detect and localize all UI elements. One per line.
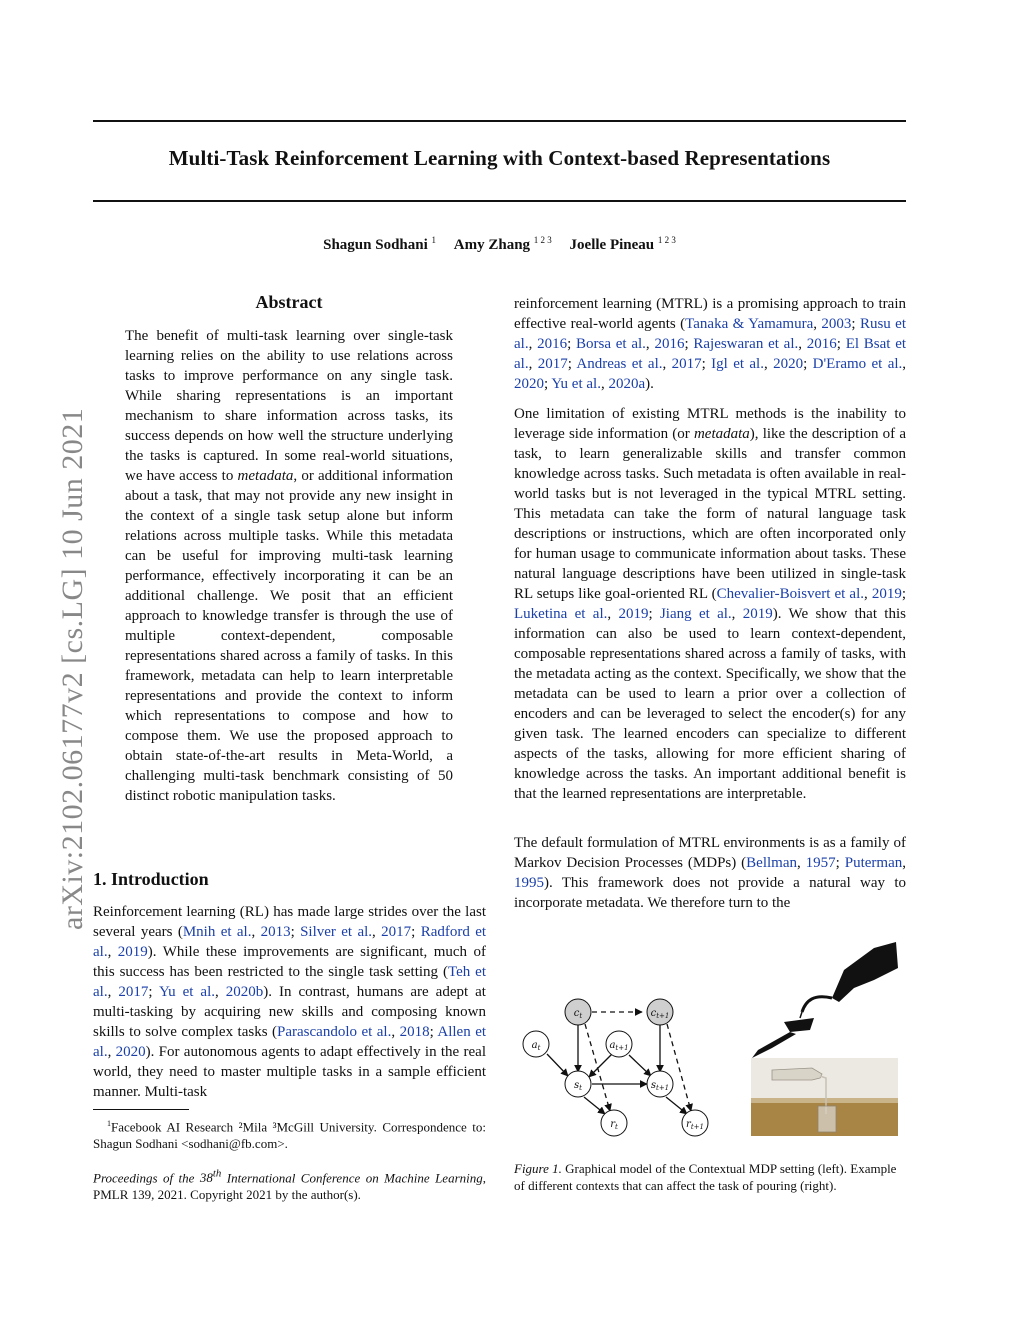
citation-link[interactable]: Igl et al.	[711, 356, 764, 372]
proceedings-note: Proceedings of the 38th International Conference on Machine Learning, PMLR 139, 2021. Copyright 2021 by the author(s).	[93, 1168, 486, 1203]
text-run: ;	[567, 356, 577, 372]
text-run: ). For autonomous agents to adapt effectively in the real world, they need to master multiple tasks in a sample efficient manner. Multi-task	[93, 1044, 486, 1100]
text-run: ,	[796, 855, 806, 871]
text-run: ,	[864, 586, 872, 602]
citation-link[interactable]: 2020	[115, 1044, 146, 1060]
text-run: ;	[803, 356, 813, 372]
text-run: reinforcement learning (MTRL) is a promising approach to train effective real-world agents (	[514, 296, 906, 332]
citation-link[interactable]: 2018	[399, 1024, 430, 1040]
citation-link[interactable]: 2017	[671, 356, 702, 372]
text-run: ;	[836, 336, 846, 352]
text-run: ,	[372, 924, 382, 940]
citation-link[interactable]: 2017	[381, 924, 412, 940]
text-run: ).	[645, 376, 654, 392]
citation-link[interactable]: 2013	[260, 924, 291, 940]
citation-link[interactable]: 2017	[118, 984, 149, 1000]
text-run: ,	[798, 336, 807, 352]
citation-link[interactable]: 2019	[871, 586, 902, 602]
edge-at-st	[547, 1054, 568, 1076]
citation-link[interactable]: D'Eramo et al.	[812, 356, 903, 372]
citation-link[interactable]: 2020	[514, 376, 544, 392]
text-run: ,	[902, 855, 906, 871]
right-paragraph-2	[514, 404, 906, 804]
citation-link[interactable]: 2016	[537, 336, 568, 352]
text-run: ;	[835, 855, 845, 871]
text-run: ). While these improvements are significant, much of this success has been restricted to the single task setting (	[93, 944, 486, 980]
citation-link[interactable]: 2020	[773, 356, 804, 372]
citation-link[interactable]: 2016	[806, 336, 837, 352]
citation-link[interactable]: 2020b	[225, 984, 264, 1000]
right-paragraph-1	[514, 294, 906, 394]
right-paragraph-3	[514, 833, 906, 913]
text-run: ;	[148, 984, 159, 1000]
text-run: ,	[251, 924, 261, 940]
text-run: ). This framework does not provide a natural way to incorporate metadata. We therefore turn to the	[514, 875, 906, 911]
text-run: ;	[901, 586, 907, 602]
text-run: ,	[215, 984, 226, 1000]
text-run: ,	[107, 1044, 116, 1060]
figure-1	[514, 938, 906, 1138]
edge-st-rt	[584, 1097, 605, 1114]
abstract-heading: Abstract	[255, 292, 323, 312]
citation-link[interactable]: 1957	[805, 855, 836, 871]
text-run: ,	[763, 356, 774, 372]
text-run: One limitation of existing MTRL methods is the inability to leverage side information (or	[514, 406, 906, 442]
affiliation-footnote: $^1$Facebook AI Research ²Mila ³McGill University. Correspondence to: Shagun Sodhani <sodhani@fb.com>.	[93, 1119, 486, 1152]
text-run: The default formulation of MTRL environments is as a family of Markov Decision Processes (MDPs) (	[514, 835, 906, 871]
node-label-at: $a_t$	[531, 1040, 541, 1052]
arxiv-watermark: arXiv:2102.06177v2 [cs.LG] 10 Jun 2021	[56, 407, 89, 930]
text-run: ,	[107, 984, 119, 1000]
citation-link[interactable]: 2019	[618, 606, 649, 622]
section-heading-introduction: 1. Introduction	[93, 869, 209, 889]
author-2: Amy Zhang $^{1 2 3}$	[453, 235, 552, 253]
text-run: ). We show that this information can also be used to learn context-dependent, composable representations shared across a family of tasks, with the metadata acting as the context. Specifically, we show that the metadata can be used to learn a prior over a collection of encoders and can be leveraged to select the encoder(s) for any given task. The learned encoders can specialize to different aspects of the tasks, allowing for more efficient sharing of knowledge across the tasks. An important additional benefit is that the learned representations are interpretable.	[514, 606, 906, 802]
citation-link[interactable]: Jiang et al.	[659, 606, 732, 622]
text-run: ,	[528, 356, 538, 372]
citation-link[interactable]: Tanaka & Yamamura	[685, 316, 814, 332]
edge-ct1-rt1	[667, 1024, 691, 1111]
citation-link[interactable]: 2019	[742, 606, 773, 622]
node-label-at1: $a_{t+1}$	[609, 1040, 629, 1052]
author-3: Joelle Pineau $^{1 2 3}$	[569, 235, 676, 253]
title-bottom-rule	[93, 200, 906, 202]
node-label-ct1: $c_{t+1}$	[650, 1008, 670, 1020]
text-run: ), like the description of a task, to learn generalizable skills and transfer common knowledge across tasks. Such metadata is often available in real-world tasks but is not leveraged in the typical MTRL setting. This metadata can take the form of natural language task descriptions or instructions, which are often incorporated only for human usage to communicate information about tasks. These natural language descriptions have been utilized in single-task RL setups like goal-oriented RL (	[514, 426, 906, 602]
text-run: ). In contrast, humans are adept at multi-tasking by acquiring new skills and composing known skills to solve complex tasks (	[93, 984, 486, 1040]
edge-st1-rt1	[666, 1097, 687, 1114]
text-run: ,	[662, 356, 672, 372]
citation-link[interactable]: Rusu et al.	[514, 316, 907, 352]
citation-link[interactable]: Andreas et al.	[576, 356, 663, 372]
text-run: ;	[851, 316, 860, 332]
node-label-ct: $c_t$	[573, 1008, 583, 1020]
citation-link[interactable]: Rajeswaran et al.	[693, 336, 799, 352]
citation-link[interactable]: Puterman	[844, 855, 903, 871]
node-label-rt: $r_t$	[610, 1119, 618, 1131]
citation-link[interactable]: Silver et al.	[300, 924, 373, 940]
intro-paragraph	[93, 902, 486, 1102]
text-run: ,	[607, 606, 619, 622]
text-run: ,	[528, 336, 538, 352]
text-run: ;	[701, 356, 712, 372]
paper-title: Multi-Task Reinforcement Learning with Context-based Representations	[168, 146, 831, 170]
node-label-st1: $s_{t+1}$	[650, 1080, 670, 1092]
contextual-mdp-graph	[547, 1012, 691, 1114]
citation-link[interactable]: Radford et al.	[93, 924, 487, 960]
citation-link[interactable]: Parascandolo et al.	[277, 1024, 392, 1040]
citation-link[interactable]: Borsa et al.	[576, 336, 646, 352]
text-run: ,	[107, 944, 118, 960]
author-list	[93, 235, 906, 254]
footnote-rule	[93, 1109, 189, 1110]
figure-1-caption: Figure 1. Graphical model of the Contextual MDP setting (left). Example of different contexts that can affect the task of pouring (right).	[514, 1161, 897, 1193]
text-run: ,	[600, 376, 609, 392]
emphasis: metadata	[693, 426, 750, 442]
citation-link[interactable]: Yu et al.	[158, 984, 215, 1000]
edge-at1-st1	[629, 1055, 651, 1076]
text-run: ;	[290, 924, 301, 940]
pouring-photo-image	[751, 1058, 898, 1136]
author-1: Shagun Sodhani $^1$	[323, 235, 437, 253]
edge-ct-rt	[585, 1024, 610, 1111]
citation-link[interactable]: Bellman	[746, 855, 797, 871]
text-run: ,	[813, 316, 822, 332]
citation-link[interactable]: El Bsat et al.	[514, 336, 907, 372]
citation-link[interactable]: Chevalier-Boisvert et al.	[716, 586, 864, 602]
citation-link[interactable]: Allen et al.	[93, 1024, 487, 1060]
text-run: ;	[429, 1024, 438, 1040]
citation-link[interactable]: 2019	[117, 944, 148, 960]
text-run: ,	[645, 336, 655, 352]
text-run: ;	[411, 924, 421, 940]
citation-link[interactable]: 2020a	[608, 376, 646, 392]
text-run: ;	[544, 376, 552, 392]
node-label-st: $s_t$	[574, 1080, 582, 1092]
citation-link[interactable]: 2017	[537, 356, 568, 372]
text-run: ;	[567, 336, 577, 352]
citation-link[interactable]: Luketina et al.	[514, 606, 608, 622]
citation-link[interactable]: 2003	[821, 316, 852, 332]
text-run: ;	[684, 336, 694, 352]
top-rule	[93, 120, 906, 122]
text-run: ;	[648, 606, 660, 622]
citation-link[interactable]: 2016	[654, 336, 685, 352]
text-run: Reinforcement learning (RL) has made large strides over the last several years (	[93, 904, 486, 940]
citation-link[interactable]: Yu et al.	[551, 376, 601, 392]
citation-link[interactable]: 1995	[514, 875, 544, 891]
teapot-silhouette-image	[752, 942, 898, 1058]
node-label-rt1: $r_{t+1}$	[686, 1119, 704, 1131]
citation-link[interactable]: Mnih et al.	[182, 924, 252, 940]
text-run: ,	[391, 1024, 400, 1040]
abstract-body: The benefit of multi-task learning over single-task learning relies on the ability to use relations across tasks to improve performance on any single task. While sharing representations is an important mechanism to share information across tasks, its success depends on how well the structure underlying the tasks is captured. In some real-world situations, we have access to metadata, or additional information about a task, that may not provide any new insight in the context of a single task setup alone but inform relations across multiple tasks. While this metadata can be useful for improving multi-task learning performance, effectively incorporating it can be an additional challenge. We posit that an efficient approach to knowledge transfer is through the use of multiple context-dependent, composable representations shared across a family of tasks. In this framework, metadata can help to learn interpretable representations and provide the context to inform which representations to compose and how to compose them. We use the proposed approach to obtain state-of-the-art results in Meta-World, a challenging multi-task benchmark consisting of 50 distinct robotic manipulation tasks.	[125, 328, 453, 804]
text-run: ,	[731, 606, 743, 622]
text-run: ,	[902, 356, 907, 372]
citation-link[interactable]: Teh et al.	[93, 964, 486, 1000]
